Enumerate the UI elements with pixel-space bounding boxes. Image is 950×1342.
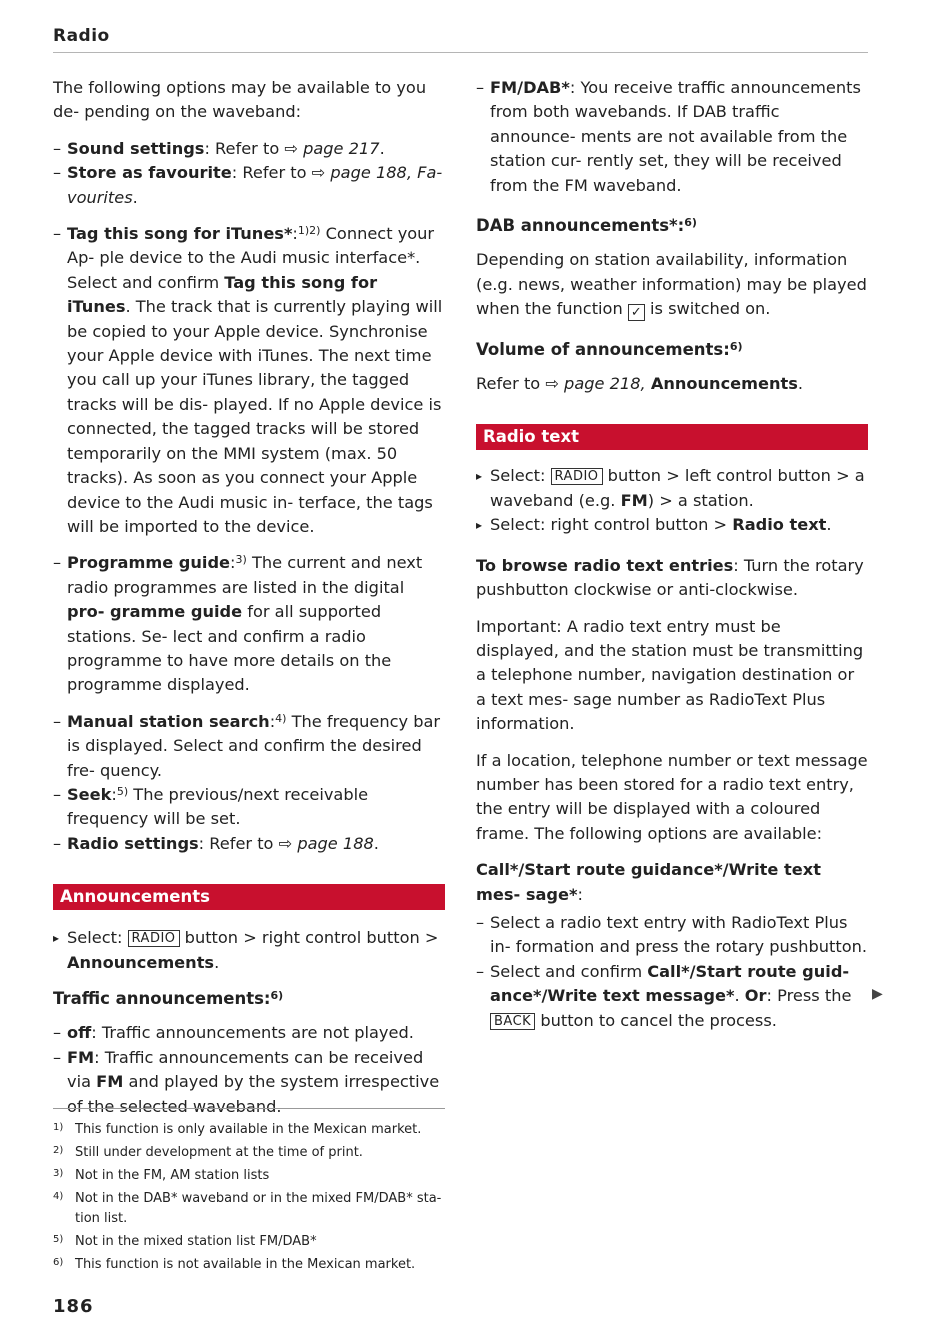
right-column — [476, 76, 868, 1033]
dab-announcements-heading: DAB announcements*:$^{6)}$ — [476, 216, 697, 236]
browse-text: To browse radio text entries: Turn the rotary pushbutton clockwise or anti-clockwise. — [476, 555, 864, 600]
footnote: 5) Not in the mixed station list FM/DAB* — [53, 1234, 317, 1249]
left-column — [53, 76, 445, 1119]
page-link[interactable]: ⇨ page 188 — [278, 833, 374, 853]
option-fm-dab: – FM/DAB*: You receive traffic announcements from both wavebands. If DAB traffic announce- ments are not available from the station cur- rently set, they will be received from the FM waveband. — [476, 76, 868, 198]
option-radio-settings: – Radio settings: Refer to ⇨ page 188. — [53, 832, 445, 856]
option-programme-guide: – Programme guide:$^{3)}$ The current and next radio programmes are listed in the digital pro- gramme guide for all supported stations. Se- lect and confirm a radio programme to have more details on the programme displayed. — [53, 551, 445, 697]
radio-text-section-bar: Radio text — [476, 424, 868, 450]
option-sound-settings: – Sound settings: Refer to ⇨ page 217. — [53, 137, 445, 161]
footnote: 4) Not in the DAB* waveband or in the mixed FM/DAB* sta- tion list. — [53, 1191, 442, 1226]
announcements-instruction: ▸ Select: RADIO button > right control button > Announcements. — [53, 926, 445, 975]
page-number: 186 — [53, 1296, 94, 1317]
volume-announcements-heading: Volume of announcements:$^{6)}$ — [476, 339, 743, 359]
option-off: – off: Traffic announcements are not played. — [53, 1021, 445, 1045]
radio-text-step-2: ▸ Select: right control button > Radio text. — [476, 513, 868, 537]
page-title: Radio — [53, 26, 110, 46]
option-store-favourite: – Store as favourite: Refer to ⇨ page 188, Fa- vourites. — [53, 161, 445, 210]
location-text: If a location, telephone number or text message number has been stored for a radio text entry, the entry will be displayed with a coloured frame. The following options are available: — [476, 750, 868, 843]
radio-button-icon: RADIO — [551, 468, 603, 485]
traffic-announcements-heading: Traffic announcements:$^{6)}$ — [53, 989, 284, 1008]
page-header — [53, 26, 868, 53]
announcements-section-bar: Announcements — [53, 884, 445, 910]
footnote: 6) This function is not available in the Mexican market. — [53, 1257, 416, 1272]
footnote: 1) This function is only available in the Mexican market. — [53, 1122, 422, 1137]
option-seek: – Seek:$^{5)}$ The previous/next receivable frequency will be set. — [53, 783, 445, 832]
footnotes — [53, 1120, 445, 1278]
call-option-2: – Select and confirm Call*/Start route guid- ance*/Write text message*. Or: Press the BACK button to cancel the process. — [476, 960, 868, 1033]
radio-text-step-1: ▸ Select: RADIO button > left control button > a waveband (e.g. FM) > a station. — [476, 464, 868, 513]
radio-button-icon: RADIO — [128, 930, 180, 947]
option-manual-search: – Manual station search:$^{4)}$ The frequency bar is displayed. Select and confirm the desired fre- quency. — [53, 710, 445, 783]
important-text: Important: A radio text entry must be displayed, and the station must be transmitting a telephone number, navigation destination or a text mes- sage number as RadioText Plus information. — [476, 616, 864, 734]
page-link[interactable]: ⇨ page 217 — [284, 138, 380, 158]
checkbox-checked-icon: ✓ — [628, 304, 645, 321]
intro-text: The following options may be available to you de- pending on the waveband: — [53, 78, 427, 122]
option-tag-song: – Tag this song for iTunes*:$^{1)2)}$ Connect your Ap- ple device to the Audi music interface*. Select and confirm Tag this song for iTunes. The track that is currently playing will be copied to your Apple device. Synchronise your Apple device with iTunes. The next time you call up your iTunes library, the tagged tracks will be dis- played. If no Apple device is connected, the tagged tracks will be stored temporarily on the MMI system (max. 50 tracks). As soon as you connect your Apple device to the Audi music in- terface, the tags will be imported to the device. — [53, 222, 445, 539]
page-link[interactable]: ⇨ page 188, Fa- vourites — [67, 163, 443, 207]
footnote-divider — [53, 1108, 445, 1109]
footnote: 3) Not in the FM, AM station lists — [53, 1168, 270, 1183]
call-heading: Call*/Start route guidance*/Write text mes- sage*: — [476, 860, 821, 904]
option-fm: – FM: Traffic announcements can be received via FM and played by the system irrespective of the selected waveband. — [53, 1046, 445, 1119]
volume-text: Refer to ⇨ page 218, Announcements. — [476, 374, 804, 394]
call-option-1: – Select a radio text entry with RadioText Plus in- formation and press the rotary pushbutton. — [476, 911, 868, 960]
continue-arrow-icon: ▶ — [872, 986, 883, 1002]
dab-text: Depending on station availability, information (e.g. news, weather information) may be played when the function ✓ is switched on. — [476, 250, 867, 321]
back-button-icon: BACK — [490, 1013, 535, 1030]
page-link[interactable]: ⇨ page 218, — [545, 374, 651, 394]
footnote: 2) Still under development at the time of print. — [53, 1145, 363, 1160]
